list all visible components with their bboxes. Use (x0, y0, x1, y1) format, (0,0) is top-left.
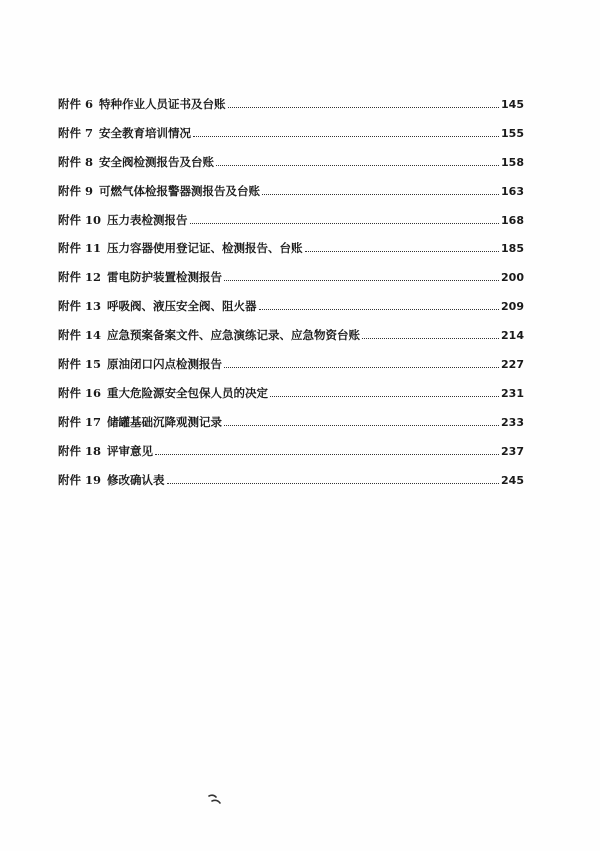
toc-entry-number: 附件 15 (58, 357, 102, 372)
toc-entry-label (58, 267, 222, 287)
toc-entry-label (58, 383, 268, 403)
toc-entry-title: 安全教育培训情况 (99, 125, 192, 140)
toc-entry-number: 附件 9 (58, 183, 94, 198)
toc-entry-label (58, 412, 222, 432)
toc-entry-page: 227 (501, 358, 524, 372)
toc-entry-title: 储罐基础沉降观测记录 (107, 414, 223, 429)
toc-entry-label (58, 325, 360, 345)
toc-dot-leader (155, 453, 499, 455)
toc-entry (58, 181, 524, 210)
toc-entry-number: 附件 16 (58, 385, 102, 400)
toc-entry-label (58, 441, 153, 461)
toc-entry-number: 附件 6 (58, 97, 94, 111)
toc-entry-page: 145 (501, 98, 524, 111)
toc-entry-title: 重大危险源安全包保人员的决定 (107, 385, 269, 400)
toc-entry-label (58, 210, 188, 230)
toc-entry-label (58, 181, 260, 201)
toc-entry-number: 附件 7 (58, 125, 94, 140)
toc-entry (58, 152, 524, 181)
toc-dot-leader (193, 135, 499, 137)
toc-entry-label (58, 354, 222, 374)
toc-entry-page: 245 (501, 473, 524, 487)
toc-entry (58, 383, 524, 412)
toc-entry-label (58, 123, 191, 143)
toc-dot-leader (362, 337, 499, 339)
toc-entry (58, 267, 524, 296)
toc-entry-page: 231 (501, 386, 524, 400)
toc-dot-leader (224, 424, 499, 426)
toc-entry-title: 评审意见 (107, 443, 154, 458)
toc-entry-number: 附件 18 (58, 443, 102, 458)
toc-entry-number: 附件 13 (58, 299, 102, 314)
toc-entry-title: 可燃气体检报警器测报告及台账 (99, 183, 261, 198)
toc-entry-label (58, 152, 214, 172)
toc-dot-leader (216, 164, 499, 166)
toc-entry-number: 附件 10 (58, 212, 102, 227)
toc-entry-title: 安全阀检测报告及台账 (99, 154, 215, 169)
toc-entry (58, 238, 524, 267)
toc-dot-leader (305, 250, 500, 252)
toc-entry (58, 325, 524, 354)
toc-entry-page: 168 (501, 213, 524, 227)
toc-entry-title: 压力表检测报告 (107, 212, 188, 227)
toc-entry-title: 雷电防护装置检测报告 (107, 270, 223, 285)
toc-entry-page: 237 (501, 444, 524, 458)
toc-entry-title: 修改确认表 (107, 472, 165, 487)
toc-entry-number: 附件 17 (58, 414, 102, 429)
toc-entry-number: 附件 11 (58, 241, 102, 256)
toc-dot-leader (167, 482, 500, 484)
toc-entry-title: 原油闭口闪点检测报告 (107, 357, 223, 372)
toc-dot-leader (190, 222, 500, 224)
toc-dot-leader (224, 279, 499, 281)
toc-entry-title: 特种作业人员证书及台账 (99, 97, 226, 111)
toc-entry-label (58, 238, 303, 258)
toc-entry-page: 214 (501, 329, 524, 343)
toc-entry (58, 354, 524, 383)
toc-entry-number: 附件 8 (58, 154, 94, 169)
toc-entry (58, 94, 524, 123)
toc-entry-label (58, 470, 165, 490)
toc-entry-label (58, 94, 226, 114)
toc-entry-label (58, 296, 257, 316)
toc-dot-leader (224, 366, 499, 368)
toc-entry-title: 应急预案备案文件、应急演练记录、应急物资台账 (107, 328, 361, 343)
toc-entry (58, 470, 524, 499)
toc-entry (58, 210, 524, 239)
toc-entry (58, 296, 524, 325)
table-of-contents (58, 94, 524, 498)
toc-entry (58, 441, 524, 470)
toc-entry-page: 158 (501, 155, 524, 169)
toc-entry (58, 123, 524, 152)
toc-entry-page: 209 (501, 300, 524, 314)
toc-entry-title: 呼吸阀、液压安全阀、阻火器 (107, 299, 257, 314)
toc-entry-number: 附件 19 (58, 472, 102, 487)
ink-smudge-mark (207, 792, 223, 806)
toc-entry-number: 附件 12 (58, 270, 102, 285)
toc-entry-page: 163 (501, 184, 524, 198)
toc-entry-page: 200 (501, 271, 524, 285)
toc-entry (58, 412, 524, 441)
toc-entry-page: 155 (501, 126, 524, 140)
toc-entry-number: 附件 14 (58, 328, 102, 343)
toc-dot-leader (259, 308, 500, 310)
toc-entry-page: 233 (501, 415, 524, 429)
toc-dot-leader (262, 193, 499, 195)
toc-dot-leader (228, 106, 500, 108)
toc-dot-leader (270, 395, 499, 397)
toc-entry-title: 压力容器使用登记证、检测报告、台账 (107, 241, 303, 256)
toc-entry-page: 185 (501, 242, 524, 256)
